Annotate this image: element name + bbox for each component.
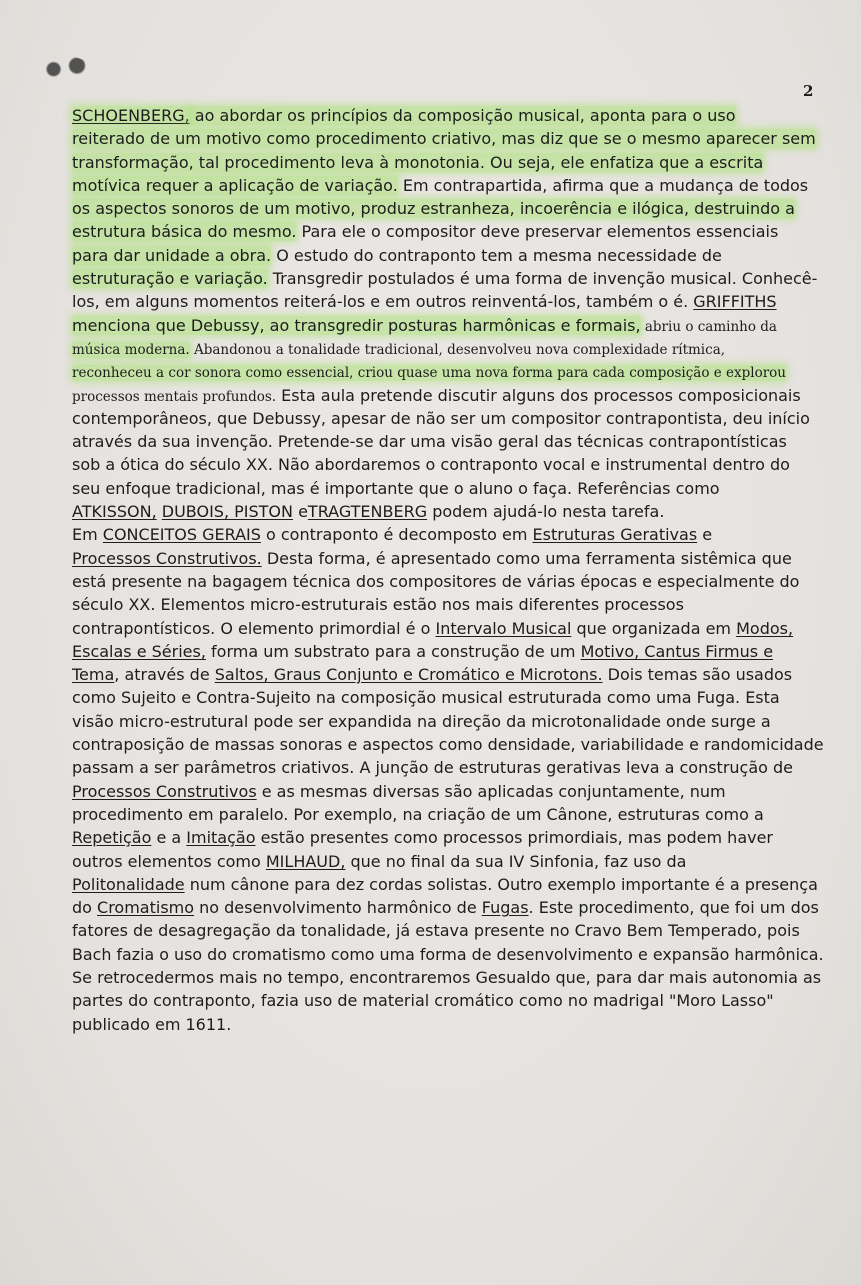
text-segment: estão presentes como processos primordiais, mas podem haver [255, 828, 774, 848]
text-segment: Em [72, 525, 103, 545]
text-line [72, 337, 824, 360]
underlined-term: Estruturas Gerativas [532, 525, 698, 545]
text-segment: sob a ótica do século XX. Não abordaremos o contraponto vocal e instrumental dentro do [72, 455, 790, 475]
text-segment: Bach fazia o uso do cromatismo como uma forma de desenvolvimento e expansão harmônica. [72, 944, 824, 964]
text-segment: Para ele o compositor deve preservar elementos essenciais [296, 222, 779, 242]
body-text [72, 104, 824, 1036]
underlined-term: CONCEITOS GERAIS [102, 525, 261, 545]
text-segment: los, em alguns momentos reiterá-los e em outros reinventá-los, também o é. [72, 292, 694, 312]
text-segment: processos mentais profundos. [72, 388, 277, 405]
underlined-term: DUBOIS, PISTON [161, 502, 293, 522]
underlined-term: Motivo, Cantus Firmus e [580, 641, 774, 661]
text-line [72, 360, 824, 383]
underlined-term: Cromatismo [97, 898, 195, 918]
text-segment: seu enfoque tradicional, mas é importante que o aluno o faça. Referências como [72, 478, 720, 498]
text-line [72, 896, 824, 919]
highlighted-text: ao abordar os princípios da composição musical, aponta para o uso [189, 106, 736, 125]
text-line [72, 593, 824, 616]
highlighted-text: reconheceu a cor sonora como essencial, criou quase uma nova forma para cada composição e explorou [72, 365, 786, 382]
text-line [72, 640, 824, 663]
text-line [72, 850, 824, 873]
underlined-term: Politonalidade [72, 874, 185, 894]
text-segment: podem ajudá-lo nesta tarefa. [427, 502, 665, 522]
text-segment: como Sujeito e Contra-Sujeito na composição musical estruturada como uma Fuga. Esta [72, 688, 780, 708]
text-segment: e a [151, 828, 187, 848]
text-line [72, 384, 824, 407]
text-line [72, 919, 824, 942]
text-segment: passam a ser parâmetros criativos. A junção de estruturas gerativas leva a construção de [72, 758, 794, 778]
text-segment: Abandonou a tonalidade tradicional, desenvolveu nova complexidade rítmica, [189, 341, 726, 358]
text-segment: Em contrapartida, afirma que a mudança de todos [397, 175, 809, 195]
text-line [72, 267, 824, 290]
text-segment: , através de [114, 665, 215, 685]
text-segment: O estudo do contraponto tem a mesma necessidade de [271, 245, 722, 265]
underlined-term: Processos Construtivos [72, 781, 257, 801]
highlighted-text: estrutura básica do mesmo. [72, 222, 297, 242]
text-line [72, 220, 824, 243]
text-segment: contrapontísticos. O elemento primordial é o [72, 618, 436, 638]
text-segment: visão micro-estrutural pode ser expandida na direção da microtonalidade onde surge a [72, 711, 771, 731]
text-segment: num cânone para dez cordas solistas. Outro exemplo importante é a presença [184, 874, 818, 894]
text-segment: que no final da sua IV Sinfonia, faz uso da [345, 851, 687, 871]
text-line [72, 826, 824, 849]
text-segment: . Este procedimento, que foi um dos [528, 898, 819, 918]
text-line [72, 453, 824, 476]
text-line [72, 430, 824, 453]
text-segment: Esta aula pretende discutir alguns dos processos composicionais [276, 385, 801, 405]
underlined-term: Processos Construtivos. [72, 548, 262, 568]
text-line [72, 966, 824, 989]
text-segment: Dois temas são usados [602, 665, 793, 685]
text-segment: e [697, 525, 713, 545]
text-segment: do [72, 898, 98, 918]
text-segment: Se retrocedermos mais no tempo, encontraremos Gesualdo que, para dar mais autonomia as [72, 967, 822, 987]
underlined-term: ATKISSON, [72, 502, 157, 522]
text-line [72, 989, 824, 1012]
text-line [72, 407, 824, 430]
highlighted-text: transformação, tal procedimento leva à monotonia. Ou seja, ele enfatiza que a escrita [72, 152, 764, 172]
underlined-term: Intervalo Musical [435, 618, 572, 638]
text-segment: abriu o caminho da [640, 318, 777, 335]
text-line [72, 686, 824, 709]
highlighted-text: menciona que Debussy, ao transgredir posturas harmônicas e formais, [72, 315, 641, 335]
text-segment: fatores de desagregação da tonalidade, já estava presente no Cravo Bem Temperado, pois [72, 921, 800, 941]
text-segment: Desta forma, é apresentado como uma ferramenta sistêmica que [261, 548, 792, 568]
text-line [72, 314, 824, 337]
text-segment: Transgredir postulados é uma forma de invenção musical. Conhecê- [267, 269, 818, 289]
text-segment: através da sua invenção. Pretende-se dar uma visão geral das técnicas contrapontísticas [72, 432, 787, 452]
ink-smudge [38, 56, 90, 80]
text-line [72, 104, 824, 127]
underlined-term: TRAGTENBERG [307, 502, 428, 522]
text-segment: forma um substrato para a construção de um [205, 641, 581, 661]
text-line [72, 547, 824, 570]
text-segment: que organizada em [571, 618, 737, 638]
text-line [72, 733, 823, 756]
text-segment: partes do contraponto, fazia uso de material cromático como no madrigal "Moro Lasso" [72, 991, 774, 1011]
highlighted-text: música moderna. [72, 341, 190, 358]
text-line [72, 617, 824, 640]
text-line [72, 197, 824, 220]
text-segment: procedimento em paralelo. Por exemplo, na criação de um Cânone, estruturas como a [72, 804, 764, 824]
highlighted-text: motívica requer a aplicação de variação. [72, 175, 398, 195]
text-line [72, 151, 824, 174]
underlined-term: GRIFFITHS [693, 292, 777, 312]
underlined-term: SCHOENBERG, [72, 106, 190, 125]
text-line [72, 127, 824, 150]
underlined-term: Escalas e Séries, [72, 641, 206, 661]
underlined-term: Fugas [481, 898, 529, 918]
page-number: 2 [803, 82, 814, 100]
highlighted-text: estruturação e variação. [72, 269, 268, 289]
text-segment: contemporâneos, que Debussy, apesar de não ser um compositor contrapontista, deu início [72, 408, 810, 428]
text-line [72, 570, 824, 593]
text-line [72, 756, 824, 779]
text-segment: e as mesmas diversas são aplicadas conjuntamente, num [256, 781, 726, 801]
underlined-term: Repetição [72, 828, 152, 848]
text-line [72, 780, 824, 803]
text-line [72, 244, 824, 267]
text-line [72, 943, 824, 966]
text-line [72, 174, 824, 197]
text-segment: outros elementos como [72, 851, 266, 871]
text-line [72, 803, 824, 826]
text-segment: o contraponto é decomposto em [260, 525, 533, 545]
text-segment: está presente na bagagem técnica dos compositores de várias épocas e especialmente do [72, 571, 800, 591]
text-line [72, 290, 824, 313]
highlighted-text: para dar unidade a obra. [72, 245, 272, 265]
text-segment: publicado em 1611. [72, 1014, 232, 1034]
text-line [72, 663, 824, 686]
underlined-term: Imitação [186, 828, 256, 848]
text-line [72, 710, 824, 733]
text-segment: século XX. Elementos micro-estruturais estão nos mais diferentes processos [72, 595, 684, 615]
highlighted-text: os aspectos sonoros de um motivo, produz estranheza, incoerência e ilógica, destruindo a [72, 199, 795, 219]
text-line [72, 477, 824, 500]
text-segment: e [292, 502, 308, 522]
text-line [72, 1013, 824, 1036]
text-segment: contraposição de massas sonoras e aspectos como densidade, variabilidade e randomicidade [72, 735, 824, 755]
text-line [72, 523, 824, 546]
text-segment: no desenvolvimento harmônico de [194, 898, 482, 918]
underlined-term: Modos, [736, 618, 794, 638]
underlined-term: Tema [72, 665, 115, 685]
highlighted-text: reiterado de um motivo como procedimento criativo, mas diz que se o mesmo aparecer sem [72, 129, 816, 149]
text-line [72, 873, 824, 896]
text-line [72, 500, 824, 523]
underlined-term: Saltos, Graus Conjunto e Cromático e Microtons. [214, 665, 603, 685]
underlined-term: MILHAUD, [265, 851, 346, 871]
